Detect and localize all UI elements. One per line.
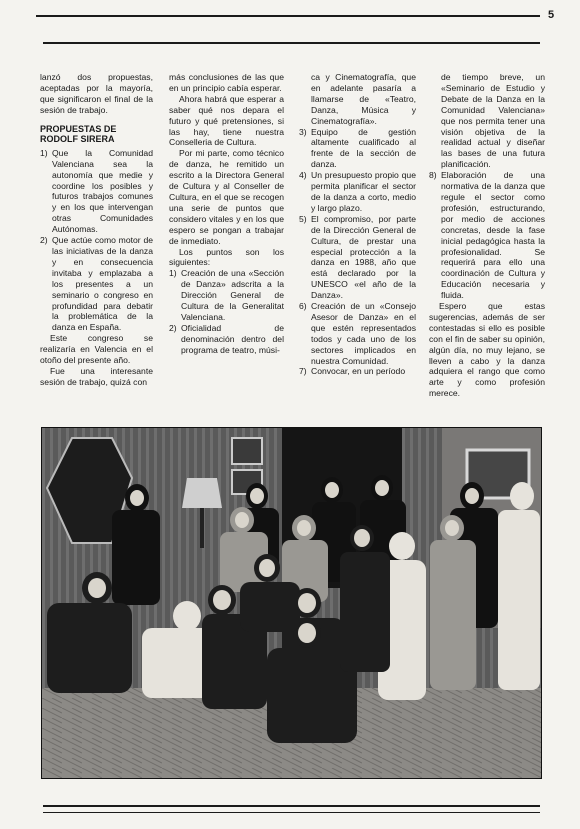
paragraph: de tiempo breve, un «Seminario de Estudio y Debate de la Danza en la Comunidad Valenciana» que nos permita tener una visión objetiva de la realidad actual y diseñar las bases de una futura planificación. <box>441 72 545 170</box>
paragraph: Fue una interesante sesión de trabajo, quizá con <box>40 365 153 387</box>
bottom-rule-2 <box>43 812 540 813</box>
paragraph: Los puntos son los siguientes: <box>169 246 284 268</box>
proposal-list <box>40 148 153 333</box>
text-column-1 <box>40 72 153 388</box>
text-column-2 <box>169 72 284 356</box>
group-photo-image <box>42 428 542 779</box>
list-item: 4) Un presupuesto propio que permita planificar el sector de la danza a corto, medio y largo plazo. <box>299 170 416 213</box>
text-column-4 <box>429 72 545 399</box>
paragraph: más conclusiones de las que en un principio cabía esperar. <box>169 72 284 93</box>
paragraph: lanzó dos propuestas, aceptadas por la mayoría, que significaron el final de la sesión de trabajo. <box>40 72 153 115</box>
list-item: 2) Oficialidad de denominación dentro del programa de teatro, músi- <box>169 322 284 355</box>
paragraph: Este congreso se realizaría en Valencia en el otoño del presente año. <box>40 333 153 366</box>
section-heading: PROPUESTAS DE RODOLF SIRERA <box>40 123 117 145</box>
list-item: 7) Convocar, en un período <box>299 366 406 377</box>
header-rule <box>43 42 540 44</box>
group-photo <box>41 427 542 779</box>
paragraph: Ahora habrá que esperar a saber qué nos depara el futuro y qué pretensiones, si las hay, tiene nuestra Conselleria de Cultura. <box>169 93 284 148</box>
list-item: 6) Creación de un «Consejo Asesor de Danza» en el que estén representados todos y cada uno de los sectores implicados en nuestra Comunidad. <box>299 301 416 366</box>
paragraph: Por mi parte, como técnico de danza, he remitido un escrito a la Directora General de Cultura y al Conseller de Cultura, en el que se recogen una serie de puntos que considero vitales y en los que espero se pongan a trabajar de inmediato. <box>169 148 284 246</box>
paragraph: ca y Cinematografía, que en adelante pasaría a llamarse de «Teatro, Danza, Música y Cinematografía». <box>311 72 416 126</box>
page-number: 5 <box>548 9 555 21</box>
top-rule <box>36 15 540 17</box>
list-item: 1) Creación de una «Sección de Danza» adscrita a la Dirección General de Cultura de la Generalitat Valenciana. <box>169 268 284 322</box>
paragraph: Espero que estas sugerencias, además de ser contestadas si ello es posible con el fin de saber su opinión, algún día, no muy lejano, se lleven a cabo y la danza adquiera el rango que como arte y como profesión merece. <box>429 301 545 399</box>
list-item: 5) El compromiso, por parte de la Dirección General de Cultura, de prestar una especial protección a la danza en 1988, año que está declarado por la UNESCO «el año de la Danza». <box>299 213 416 301</box>
points-list <box>169 268 284 355</box>
list-item: 1) Que la Comunidad Valenciana sea la autonomía que medie y coordine los posibles y futuros trabajos comunes y en los que intervengan otras Comunidades Autónomas. <box>40 147 153 235</box>
list-item: 3) Equipo de gestión altamente cualificado al frente de la sección de danza. <box>299 126 416 170</box>
bottom-rule <box>43 805 540 807</box>
points-list <box>299 127 416 378</box>
points-list <box>429 170 545 301</box>
list-item: 8) Elaboración de una normativa de la danza que regule el sector como profesión, estructurando, por medio de acciones concretas, desde la fase inicial pedagógica hasta la profesionalidad. Se requerirá para ello una coordinación de Cultura y Educación necesaria y fluida. <box>429 170 545 301</box>
text-column-3 <box>299 72 416 377</box>
list-item: 2) Que actúe como motor de las iniciativas de la danza y en consecuencia invitaba y emplazaba a los presentes a un seminario o congreso en profundidad para debatir la problemática de la danza en España. <box>40 235 153 333</box>
